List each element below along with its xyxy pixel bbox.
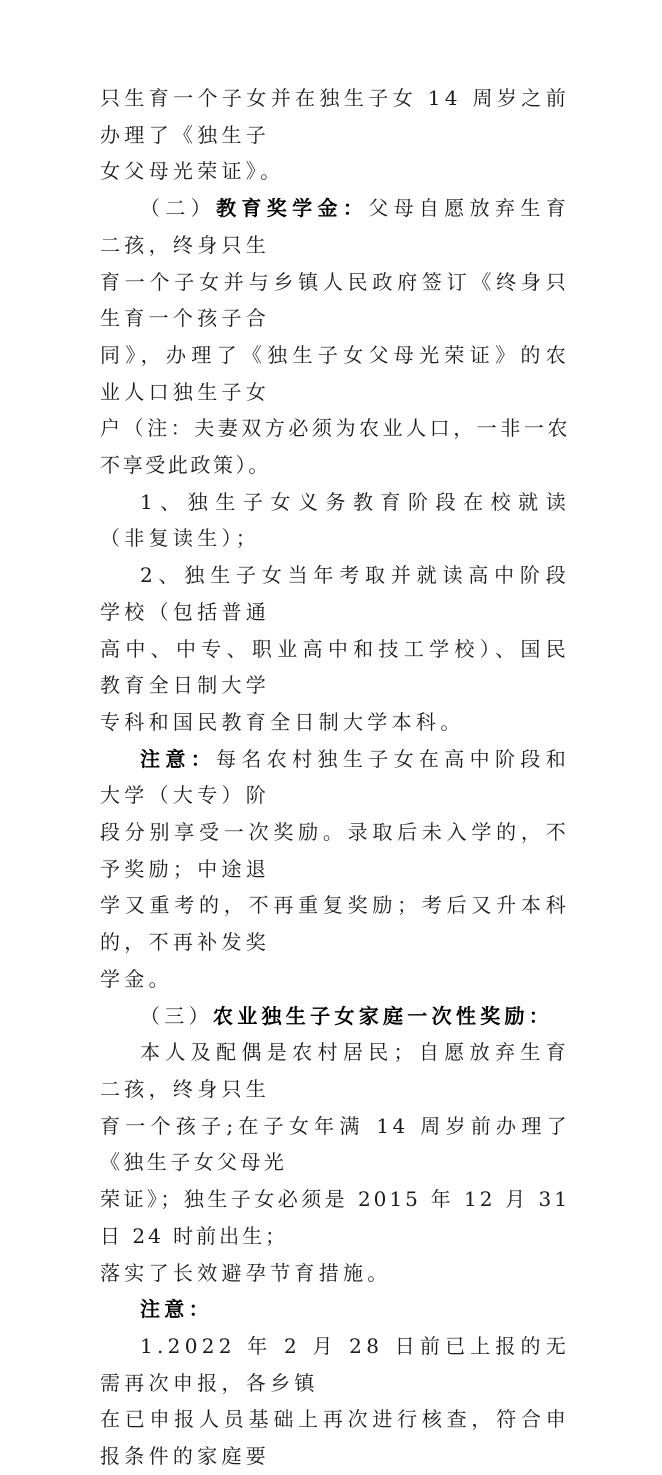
line-2: 女父母光荣证》。 xyxy=(100,159,285,184)
line-14: 学金。 xyxy=(100,966,173,991)
note-2-heading xyxy=(100,1291,570,1328)
line-8: 2、独生子女当年考取并就读高中阶段学校（包括普通 xyxy=(100,563,570,624)
line-16: 本人及配偶是农村居民；自愿放弃生育二孩，终身只生 xyxy=(100,1040,570,1101)
note-1-text-start: 每名农村独生子女在高中阶段和大学（大专）阶 xyxy=(100,746,571,808)
line-19: 落实了长效避孕节育措施。 xyxy=(100,1260,392,1285)
section-2-text-start: 父母自愿放弃生育二孩，终身只生 xyxy=(100,196,571,257)
line-21: 1.2022 年 2 月 28 日前已上报的无需再次申报，各乡镇 xyxy=(100,1333,570,1395)
section-2-heading-line xyxy=(100,190,570,263)
line-22: 在已申报人员基础上再次进行核查，符合申报条件的家庭要 xyxy=(100,1407,570,1469)
note-1-line xyxy=(100,741,570,814)
line-9: 高中、中专、职业高中和技工学校）、国民教育全日制大学 xyxy=(100,636,570,698)
section-3-title: 农业独生子女家庭一次性奖励： xyxy=(212,1003,554,1028)
document-page xyxy=(100,80,570,1475)
note-2-label: 注意： xyxy=(140,1297,213,1322)
line-1: 只生育一个子女并在独生子女 14 周岁之前办理了《独生子 xyxy=(100,86,570,147)
section-2-title: 教育奖学金： xyxy=(216,196,369,221)
section-3-number: （三） xyxy=(140,1003,213,1028)
line-10: 专科和国民教育全日制大学本科。 xyxy=(100,709,465,734)
section-3-heading-line xyxy=(100,998,570,1035)
line-4: 育一个子女并与乡镇人民政府签订《终身只生育一个孩子合 xyxy=(100,269,570,331)
line-6: 户（注：夫妻双方必须为农业人口，一非一农不享受此政策）。 xyxy=(100,416,570,478)
line-12: 段分别享受一次奖励。录取后未入学的，不予奖励；中途退 xyxy=(100,820,570,881)
line-17: 育一个孩子;在子女年满 14 周岁前办理了《独生子女父母光 xyxy=(100,1113,570,1175)
note-1-label: 注意： xyxy=(140,746,217,771)
line-18: 荣证》；独生子女必须是 2015 年 12 月 31 日 24 时前出生； xyxy=(100,1187,570,1248)
line-13: 学又重考的，不再重复奖励；考后又升本科的，不再补发奖 xyxy=(100,893,570,955)
line-7: 1、独生子女义务教育阶段在校就读（非复读生）； xyxy=(100,489,570,551)
section-2-number: （二） xyxy=(140,196,217,221)
line-5: 同》，办理了《独生子女父母光荣证》的农业人口独生子女 xyxy=(100,342,570,404)
